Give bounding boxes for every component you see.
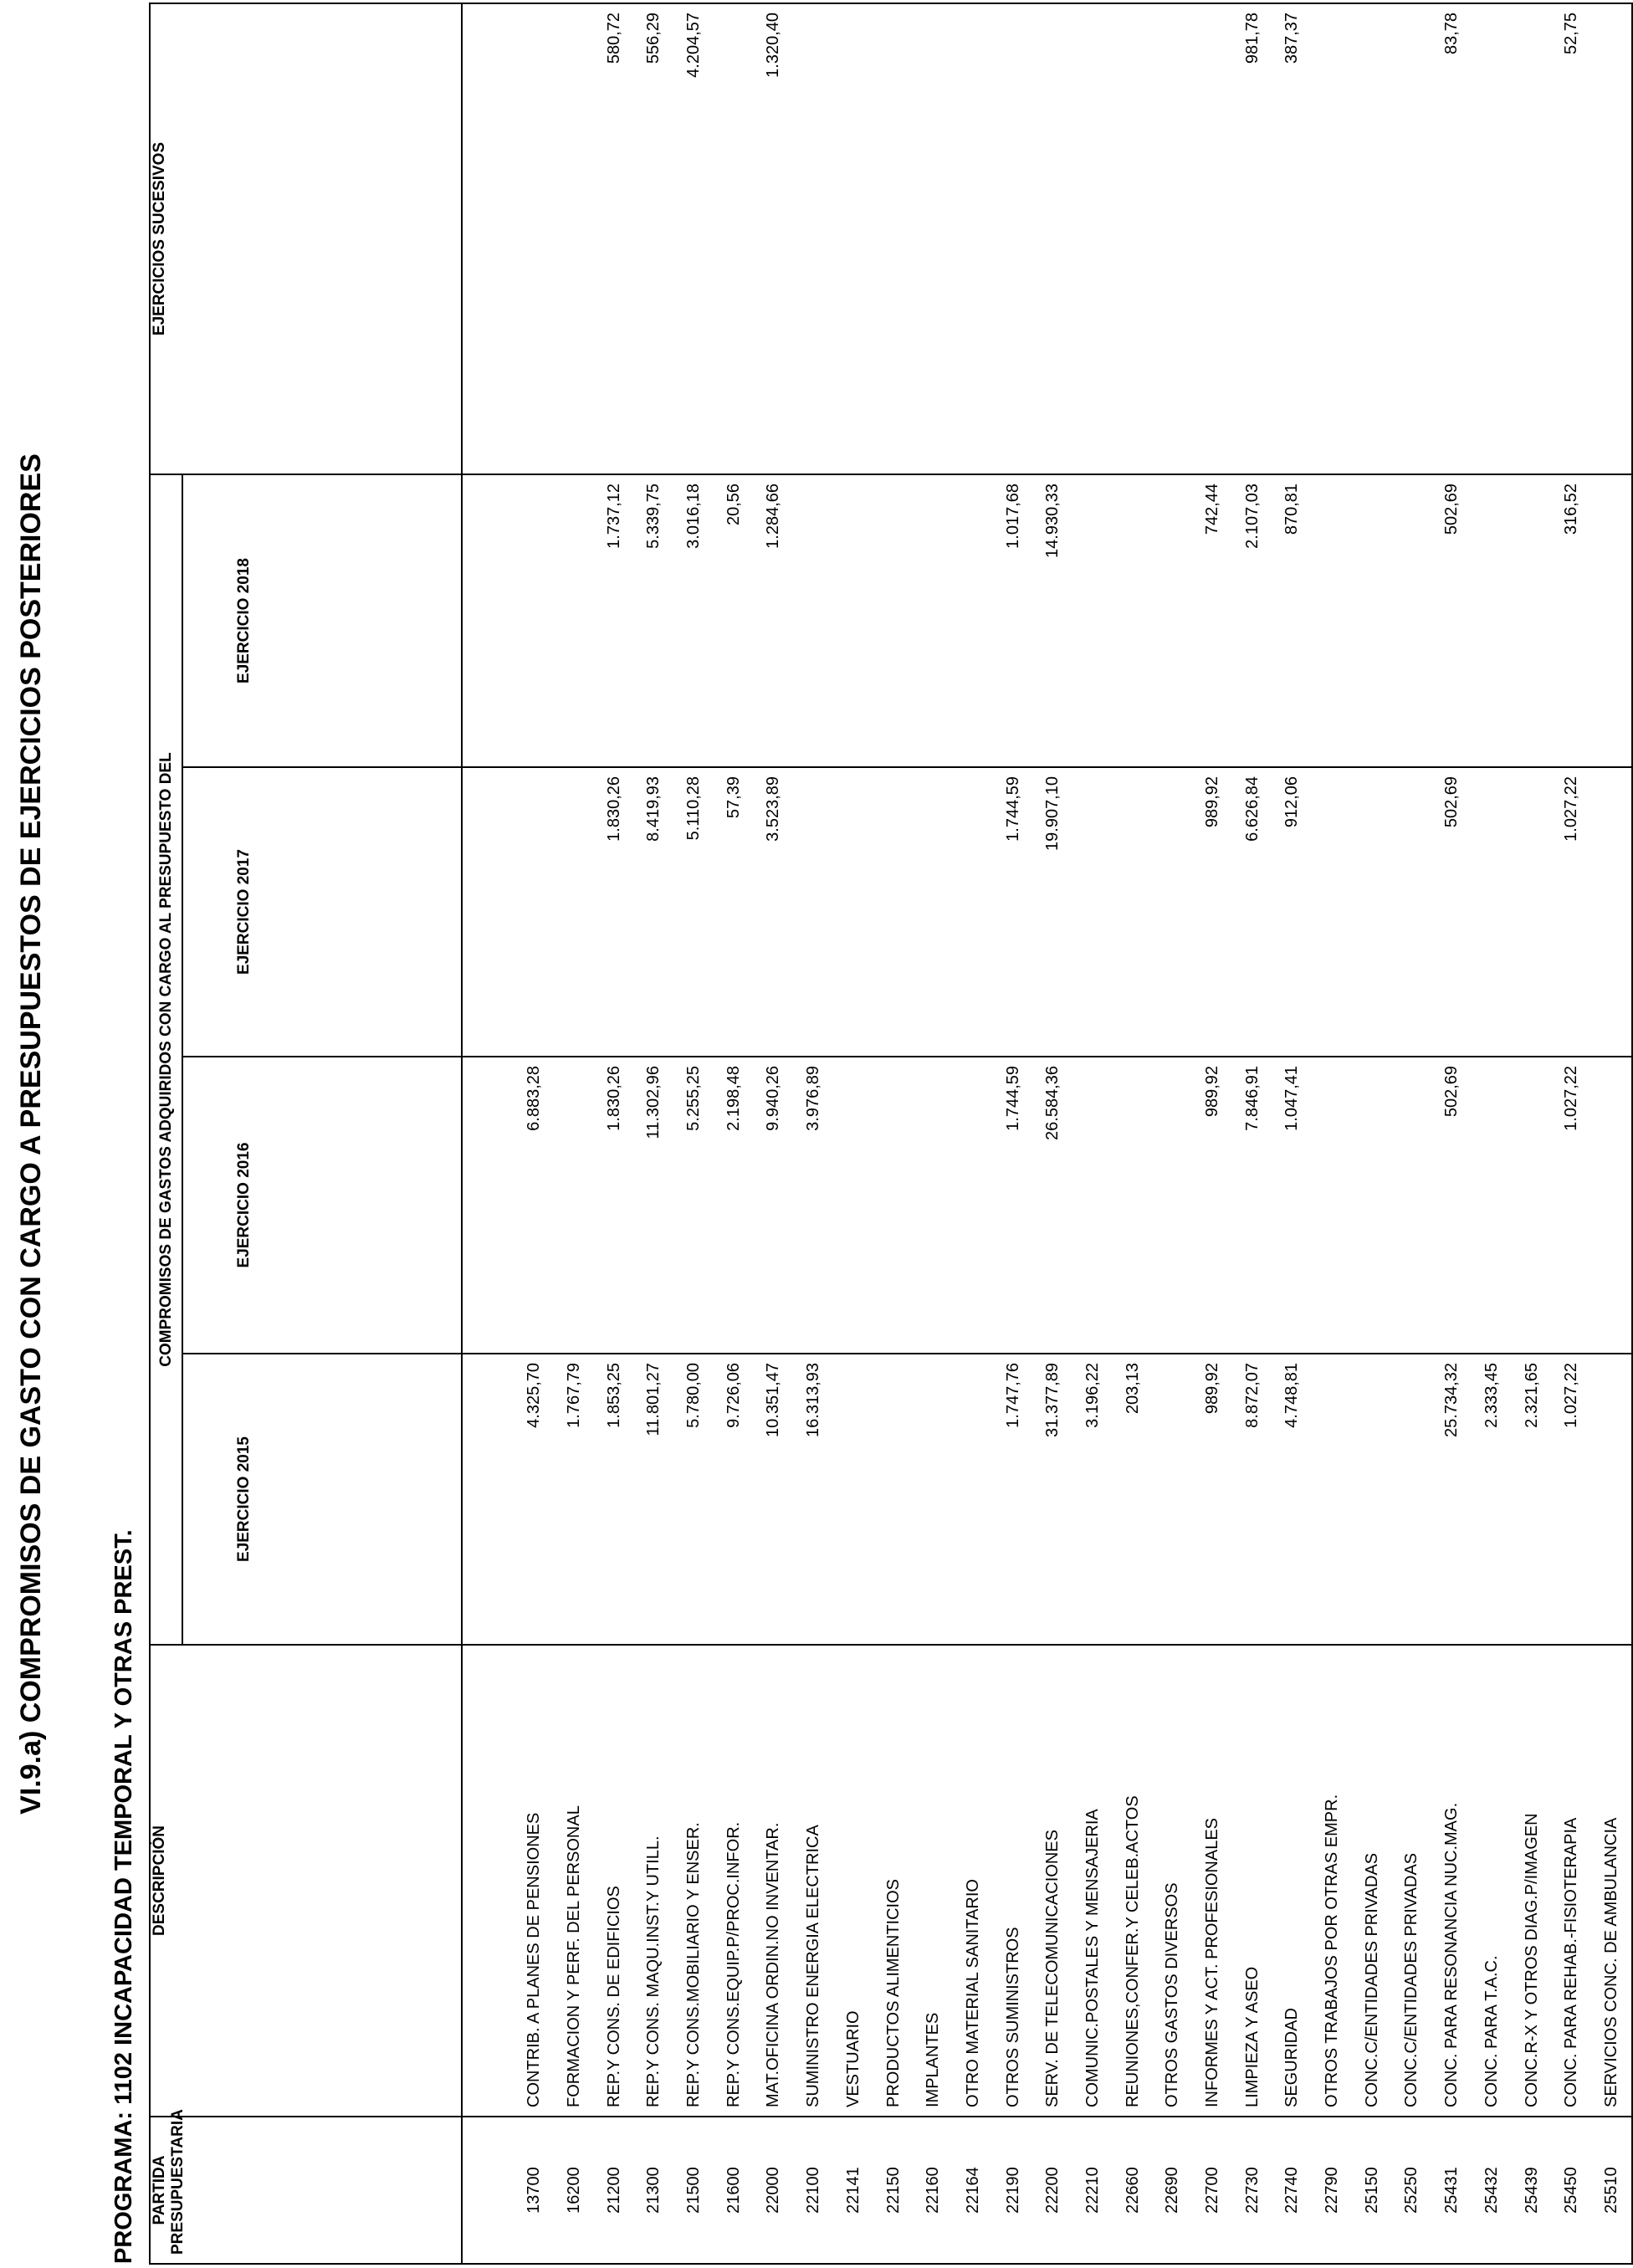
sucesivos-cell: 580,72 (594, 3, 634, 474)
partida-cell: 22150 (873, 2117, 914, 2264)
ejercicio-2017-cell (794, 767, 834, 1057)
ejercicio-2015-cell (834, 1354, 874, 1645)
ejercicio-2016-cell: 502,69 (1432, 1057, 1472, 1354)
descripcion-column-header: DESCRIPCIÓN (150, 1645, 462, 2117)
table-header (150, 3, 462, 2264)
descripcion-cell: REP.Y CONS.EQUIP.P/PROC.INFOR. (714, 1645, 754, 2117)
header-spacer-row (462, 3, 514, 2264)
sucesivos-cell: 556,29 (634, 3, 674, 474)
descripcion-cell: VESTUARIO (834, 1645, 874, 2117)
ejercicio-2015-cell: 8.872,07 (1232, 1354, 1272, 1645)
descripcion-cell: IMPLANTES (914, 1645, 954, 2117)
ejercicio-2017-cell: 1.830,26 (594, 767, 634, 1057)
descripcion-cell: OTROS TRABAJOS POR OTRAS EMPR. (1313, 1645, 1353, 2117)
commitments-table (149, 3, 1633, 2265)
partida-cell: 22700 (1193, 2117, 1233, 2264)
partida-column-header (150, 2109, 462, 2264)
ejercicio-2015-cell (954, 1354, 994, 1645)
table-row (1392, 3, 1432, 2264)
ejercicio-2016-cell (1113, 1057, 1153, 1354)
ejercicio-2015-cell: 203,13 (1113, 1354, 1153, 1645)
descripcion-cell: OTRO MATERIAL SANITARIO (954, 1645, 994, 2117)
ejercicio-2017-cell (914, 767, 954, 1057)
page-title: VI.9.a) COMPROMISOS DE GASTO CON CARGO A PRESUPUESTOS DE EJERCICIOS POSTERIORES (15, 453, 47, 1815)
ejercicio-2016-cell: 3.976,89 (794, 1057, 834, 1354)
partida-cell: 21500 (674, 2117, 714, 2264)
sucesivos-cell: 52,75 (1552, 3, 1592, 474)
partida-cell: 25432 (1472, 2117, 1513, 2264)
ejercicio-2015-cell: 2.321,65 (1512, 1354, 1552, 1645)
ejercicio-2017-cell (1073, 767, 1113, 1057)
descripcion-cell: SERV. DE TELECOMUNICACIONES (1033, 1645, 1073, 2117)
descripcion-cell: CONC.C/ENTIDADES PRIVADAS (1392, 1645, 1432, 2117)
ejercicio-2017-cell: 912,06 (1272, 767, 1313, 1057)
descripcion-cell: CONC. PARA T.A.C. (1472, 1645, 1513, 2117)
ejercicio-2018-cell (1153, 474, 1193, 767)
sucesivos-cell (1472, 3, 1513, 474)
ejercicio-2015-cell: 989,92 (1193, 1354, 1233, 1645)
partida-cell: 21300 (634, 2117, 674, 2264)
ejercicio-2018-cell (794, 474, 834, 767)
table-row (1512, 3, 1552, 2264)
ejercicio-2016-cell (1313, 1057, 1353, 1354)
table-row (1153, 3, 1193, 2264)
ejercicio-2017-header: EJERCICIO 2017 (182, 767, 462, 1057)
table-row (794, 3, 834, 2264)
table-row (954, 3, 994, 2264)
partida-cell: 25450 (1552, 2117, 1592, 2264)
ejercicio-2015-cell: 1.747,76 (993, 1354, 1033, 1645)
ejercicio-2017-cell: 19.907,10 (1033, 767, 1073, 1057)
sucesivos-cell (1153, 3, 1193, 474)
ejercicio-2016-cell: 6.883,28 (514, 1057, 555, 1354)
partida-cell: 25510 (1592, 2117, 1633, 2264)
partida-cell: 25431 (1432, 2117, 1472, 2264)
sucesivos-cell (954, 3, 994, 474)
ejercicio-2017-cell: 502,69 (1432, 767, 1472, 1057)
table-row (634, 3, 674, 2264)
descripcion-cell: OTROS GASTOS DIVERSOS (1153, 1645, 1193, 2117)
partida-cell: 22164 (954, 2117, 994, 2264)
sucesivos-cell (1033, 3, 1073, 474)
ejercicio-2017-cell: 1.027,22 (1552, 767, 1592, 1057)
partida-cell: 22210 (1073, 2117, 1113, 2264)
partida-cell: 22190 (993, 2117, 1033, 2264)
ejercicio-2018-cell: 1.284,66 (754, 474, 794, 767)
ejercicio-2016-cell: 1.027,22 (1552, 1057, 1592, 1354)
ejercicio-2015-cell: 4.325,70 (514, 1354, 555, 1645)
descripcion-cell: CONC. PARA REHAB.-FISIOTERAPIA (1552, 1645, 1592, 2117)
ejercicio-2015-cell: 9.726,06 (714, 1354, 754, 1645)
ejercicio-2018-header: EJERCICIO 2018 (182, 474, 462, 767)
partida-cell: 21600 (714, 2117, 754, 2264)
ejercicio-2017-cell (555, 767, 595, 1057)
table-row (914, 3, 954, 2264)
sucesivos-cell (794, 3, 834, 474)
partida-cell: 22160 (914, 2117, 954, 2264)
ejercicio-2016-cell (873, 1057, 914, 1354)
ejercicio-2018-cell (1352, 474, 1392, 767)
ejercicio-2016-cell: 11.302,96 (634, 1057, 674, 1354)
sucesivos-cell (1193, 3, 1233, 474)
table-row (873, 3, 914, 2264)
ejercicio-2015-cell: 1.027,22 (1552, 1354, 1592, 1645)
table-row (555, 3, 595, 2264)
ejercicio-2016-cell (834, 1057, 874, 1354)
sucesivos-cell (555, 3, 595, 474)
ejercicio-2016-cell: 989,92 (1193, 1057, 1233, 1354)
table-body (462, 3, 1632, 2264)
ejercicio-2018-cell: 742,44 (1193, 474, 1233, 767)
table-row (1232, 3, 1272, 2264)
ejercicio-2017-cell (1472, 767, 1513, 1057)
sucesivos-cell (914, 3, 954, 474)
ejercicio-2015-cell (1313, 1354, 1353, 1645)
ejercicio-2016-cell (1472, 1057, 1513, 1354)
ejercicio-2015-cell (1392, 1354, 1432, 1645)
ejercicio-2017-cell (1313, 767, 1353, 1057)
ejercicio-2018-cell (834, 474, 874, 767)
sucesivos-column-header: EJERCICIOS SUCESIVOS (150, 3, 462, 474)
ejercicio-2015-cell (1352, 1354, 1392, 1645)
sucesivos-cell (993, 3, 1033, 474)
partida-header-line1: PARTIDA (151, 2155, 168, 2225)
ejercicio-2018-cell (954, 474, 994, 767)
table-row (1193, 3, 1233, 2264)
sucesivos-cell (1352, 3, 1392, 474)
ejercicio-2017-cell: 57,39 (714, 767, 754, 1057)
ejercicio-2016-cell (1153, 1057, 1193, 1354)
descripcion-cell: REP.Y CONS. DE EDIFICIOS (594, 1645, 634, 2117)
ejercicio-2018-cell (514, 474, 555, 767)
sucesivos-cell (1392, 3, 1432, 474)
ejercicio-2015-cell (914, 1354, 954, 1645)
ejercicio-2015-cell: 31.377,89 (1033, 1354, 1073, 1645)
ejercicio-2018-cell: 20,56 (714, 474, 754, 767)
ejercicio-2016-cell (1392, 1057, 1432, 1354)
table-row (1033, 3, 1073, 2264)
partida-cell: 22100 (794, 2117, 834, 2264)
ejercicio-2015-cell: 10.351,47 (754, 1354, 794, 1645)
ejercicio-2017-cell: 989,92 (1193, 767, 1233, 1057)
descripcion-cell: SEGURIDAD (1272, 1645, 1313, 2117)
program-title: PROGRAMA: 1102 INCAPACIDAD TEMPORAL Y OTRAS PREST. (110, 1529, 137, 2264)
ejercicio-2017-cell: 8.419,93 (634, 767, 674, 1057)
ejercicio-2015-cell: 2.333,45 (1472, 1354, 1513, 1645)
descripcion-cell: REP.Y CONS.MOBILIARIO Y ENSER. (674, 1645, 714, 2117)
descripcion-cell: MAT.OFICINA ORDIN.NO INVENTAR. (754, 1645, 794, 2117)
descripcion-cell: PRODUCTOS ALIMENTICIOS (873, 1645, 914, 2117)
descripcion-cell: LIMPIEZA Y ASEO (1232, 1645, 1272, 2117)
ejercicio-2015-cell: 11.801,27 (634, 1354, 674, 1645)
ejercicio-2018-cell: 870,81 (1272, 474, 1313, 767)
partida-cell: 22660 (1113, 2117, 1153, 2264)
sucesivos-cell: 4.204,57 (674, 3, 714, 474)
ejercicio-2017-cell: 5.110,28 (674, 767, 714, 1057)
ejercicio-2017-cell (1352, 767, 1392, 1057)
partida-cell: 22690 (1153, 2117, 1193, 2264)
table-row (514, 3, 555, 2264)
ejercicio-2015-cell: 1.767,79 (555, 1354, 595, 1645)
sucesivos-cell: 83,78 (1432, 3, 1472, 474)
ejercicio-2016-cell (1512, 1057, 1552, 1354)
ejercicio-2018-cell (1113, 474, 1153, 767)
table-row (754, 3, 794, 2264)
ejercicio-2018-cell: 502,69 (1432, 474, 1472, 767)
descripcion-cell: REUNIONES,CONFER.Y CELEB.ACTOS (1113, 1645, 1153, 2117)
ejercicio-2016-cell: 26.584,36 (1033, 1057, 1073, 1354)
sucesivos-cell: 1.320,40 (754, 3, 794, 474)
ejercicio-2016-cell (555, 1057, 595, 1354)
ejercicio-2018-cell (1313, 474, 1353, 767)
sucesivos-cell: 981,78 (1232, 3, 1272, 474)
ejercicio-2016-cell (1592, 1057, 1633, 1354)
ejercicio-2016-cell: 1.830,26 (594, 1057, 634, 1354)
ejercicio-2017-cell: 3.523,89 (754, 767, 794, 1057)
partida-cell: 22000 (754, 2117, 794, 2264)
ejercicio-2015-cell: 5.780,00 (674, 1354, 714, 1645)
ejercicio-2017-cell (1512, 767, 1552, 1057)
table-row (674, 3, 714, 2264)
ejercicio-2018-cell (873, 474, 914, 767)
ejercicio-2015-cell (873, 1354, 914, 1645)
ejercicio-2018-cell: 2.107,03 (1232, 474, 1272, 767)
ejercicio-2015-cell: 3.196,22 (1073, 1354, 1113, 1645)
ejercicio-2017-cell (1392, 767, 1432, 1057)
descripcion-cell: OTROS SUMINISTROS (993, 1645, 1033, 2117)
ejercicio-2016-cell (1073, 1057, 1113, 1354)
partida-cell: 25250 (1392, 2117, 1432, 2264)
partida-header-line2: PRESUPUESTARIA (168, 2109, 187, 2255)
partida-cell: 13700 (514, 2117, 555, 2264)
ejercicio-2015-cell: 25.734,32 (1432, 1354, 1472, 1645)
ejercicio-2017-cell: 6.626,84 (1232, 767, 1272, 1057)
table-row (594, 3, 634, 2264)
ejercicio-2015-cell (1153, 1354, 1193, 1645)
ejercicio-2016-cell (914, 1057, 954, 1354)
ejercicio-2016-cell: 2.198,48 (714, 1057, 754, 1354)
sucesivos-cell (1313, 3, 1353, 474)
table-row (1432, 3, 1472, 2264)
partida-cell: 22740 (1272, 2117, 1313, 2264)
sucesivos-cell (714, 3, 754, 474)
partida-cell: 25150 (1352, 2117, 1392, 2264)
ejercicio-2017-cell (1592, 767, 1633, 1057)
table-row (1552, 3, 1592, 2264)
ejercicio-2016-cell: 7.846,91 (1232, 1057, 1272, 1354)
sucesivos-cell (1512, 3, 1552, 474)
ejercicio-2017-cell: 1.744,59 (993, 767, 1033, 1057)
sucesivos-cell (1113, 3, 1153, 474)
ejercicio-2018-cell: 316,52 (1552, 474, 1592, 767)
sucesivos-cell: 387,37 (1272, 3, 1313, 474)
ejercicio-2017-cell (514, 767, 555, 1057)
descripcion-cell: SERVICIOS CONC. DE AMBULANCIA (1592, 1645, 1633, 2117)
ejercicio-2018-cell (1073, 474, 1113, 767)
descripcion-cell: CONTRIB. A PLANES DE PENSIONES (514, 1645, 555, 2117)
descripcion-cell: SUMINISTRO ENERGIA ELECTRICA (794, 1645, 834, 2117)
partida-cell: 16200 (555, 2117, 595, 2264)
partida-cell: 21200 (594, 2117, 634, 2264)
partida-cell: 22730 (1232, 2117, 1272, 2264)
ejercicio-2018-cell: 5.339,75 (634, 474, 674, 767)
descripcion-cell: CONC.R-X Y OTROS DIAG.P/IMAGEN (1512, 1645, 1552, 2117)
ejercicio-2016-header: EJERCICIO 2016 (182, 1057, 462, 1354)
ejercicio-2015-cell: 16.313,93 (794, 1354, 834, 1645)
descripcion-cell: FORMACION Y PERF. DEL PERSONAL (555, 1645, 595, 2117)
ejercicio-2018-cell: 1.737,12 (594, 474, 634, 767)
ejercicio-2017-cell (873, 767, 914, 1057)
table-row (1272, 3, 1313, 2264)
ejercicio-2015-cell (1592, 1354, 1633, 1645)
ejercicio-2018-cell (1512, 474, 1552, 767)
descripcion-cell: INFORMES Y ACT. PROFESIONALES (1193, 1645, 1233, 2117)
ejercicio-2015-cell: 4.748,81 (1272, 1354, 1313, 1645)
ejercicio-2018-cell: 3.016,18 (674, 474, 714, 767)
table-row (714, 3, 754, 2264)
table-row (1592, 3, 1633, 2264)
partida-cell: 22141 (834, 2117, 874, 2264)
table-row (1073, 3, 1113, 2264)
ejercicio-2017-cell (954, 767, 994, 1057)
ejercicio-2015-header: EJERCICIO 2015 (182, 1354, 462, 1645)
ejercicio-2018-cell: 14.930,33 (1033, 474, 1073, 767)
ejercicio-2016-cell (954, 1057, 994, 1354)
ejercicio-2016-cell: 5.255,25 (674, 1057, 714, 1354)
partida-cell: 22200 (1033, 2117, 1073, 2264)
ejercicio-2015-cell: 1.853,25 (594, 1354, 634, 1645)
ejercicio-2018-cell (1592, 474, 1633, 767)
table-row (1472, 3, 1513, 2264)
ejercicio-2018-cell: 1.017,68 (993, 474, 1033, 767)
table-row (1113, 3, 1153, 2264)
compromisos-group-header: COMPROMISOS DE GASTOS ADQUIRIDOS CON CARGO AL PRESUPUESTO DEL (150, 474, 182, 1645)
sucesivos-cell (514, 3, 555, 474)
ejercicio-2017-cell (834, 767, 874, 1057)
table-row (993, 3, 1033, 2264)
ejercicio-2017-cell (1153, 767, 1193, 1057)
ejercicio-2018-cell (555, 474, 595, 767)
ejercicio-2018-cell (1392, 474, 1432, 767)
partida-cell: 25439 (1512, 2117, 1552, 2264)
table-row (834, 3, 874, 2264)
ejercicio-2017-cell (1113, 767, 1153, 1057)
descripcion-cell: CONC.C/ENTIDADES PRIVADAS (1352, 1645, 1392, 2117)
table-row (1352, 3, 1392, 2264)
sucesivos-cell (873, 3, 914, 474)
ejercicio-2016-cell (1352, 1057, 1392, 1354)
sucesivos-cell (1073, 3, 1113, 474)
ejercicio-2016-cell: 9.940,26 (754, 1057, 794, 1354)
ejercicio-2016-cell: 1.047,41 (1272, 1057, 1313, 1354)
sucesivos-cell (1592, 3, 1633, 474)
descripcion-cell: REP.Y CONS. MAQU.INST.Y UTILL. (634, 1645, 674, 2117)
partida-cell: 22790 (1313, 2117, 1353, 2264)
table-row (1313, 3, 1353, 2264)
ejercicio-2018-cell (914, 474, 954, 767)
ejercicio-2018-cell (1472, 474, 1513, 767)
descripcion-cell: COMUNIC.POSTALES Y MENSAJERIA (1073, 1645, 1113, 2117)
descripcion-cell: CONC. PARA RESONANCIA NUC.MAG. (1432, 1645, 1472, 2117)
ejercicio-2016-cell: 1.744,59 (993, 1057, 1033, 1354)
sucesivos-cell (834, 3, 874, 474)
